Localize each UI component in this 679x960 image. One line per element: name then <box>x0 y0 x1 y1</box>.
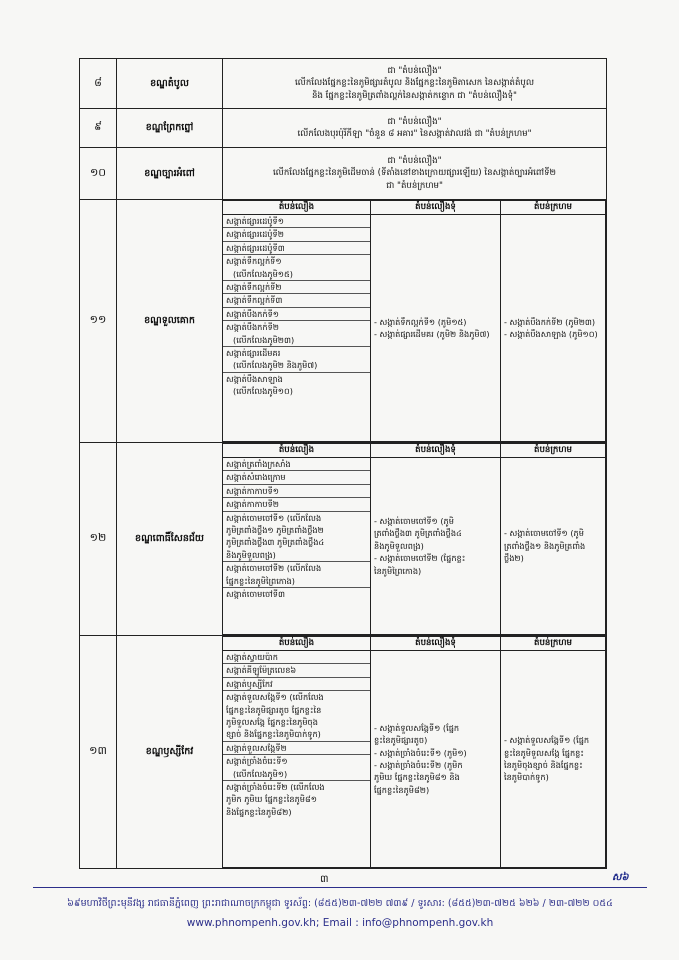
list-item: ផ្នែកខ្លះនៃភូមិ៨២) <box>374 784 430 795</box>
list-item: - សង្កាត់បឹងកក់ទី២ (ភូមិ២៣) <box>504 316 596 327</box>
header-red: តំបន់ក្រហម <box>501 637 606 651</box>
list-item: ត្រពាំងថ្លឹង១ និងភូមិត្រពាំង <box>504 540 586 551</box>
desc-line: លើកលែងផ្នែកខ្លះនៃភូមិផ្សារតំបូល និងផ្នែកខ្លះនៃភូមិតាសេក នៃសង្កាត់តំបូល <box>294 78 535 89</box>
table-row <box>80 148 607 200</box>
table-row <box>80 109 607 148</box>
district-name: ខណ្ឌតំបូល <box>117 59 223 109</box>
district-name: ខណ្ឌព្រែកព្នៅ <box>117 109 223 148</box>
list-item: សង្កាត់បឹងសាឡាង <box>226 373 283 384</box>
list-item: ភូមិត្រពាំងថ្លឹង១ ភូមិត្រពាំងថ្លឹង២ <box>226 525 324 536</box>
zone-header-row <box>223 201 606 215</box>
table-row <box>80 200 607 443</box>
list-item: ត្រពាំងថ្លឹង៣ ភូមិត្រពាំងថ្លឹង៤ <box>374 528 462 539</box>
row-number: ១១ <box>80 200 117 443</box>
footer-website: www.phnompenh.gov.kh; Email : info@phnompenh.gov.kh <box>186 917 494 929</box>
header-red: តំបន់ក្រហម <box>501 444 606 458</box>
header-dark-yellow: តំបន់លឿងទុំ <box>371 444 501 458</box>
desc-line: ជា "តំបន់លឿង" <box>387 65 442 76</box>
list-item: និងភូមិទួលពង្រ) <box>374 540 424 551</box>
list-item: (លើកលែងភូមិ១) <box>223 768 370 781</box>
list-item: - សង្កាត់បឹងសាឡាង (ភូមិ១០) <box>504 329 598 339</box>
list-item: សង្កាត់ផ្សារដេប៉ូទី២ <box>223 228 370 241</box>
zone-header-row <box>223 637 606 651</box>
red-list <box>501 651 606 868</box>
list-item: ភូមិទួលសង្កែ ផ្នែកខ្លះនៃភូមិចុង <box>226 717 318 728</box>
list-item: ភូមិឃ ផ្នែកខ្លះនៃភូមិ៨១ និង <box>374 772 460 783</box>
row-number: ១៣ <box>80 636 117 869</box>
red-list <box>501 215 606 442</box>
zone-subtable <box>223 636 606 868</box>
list-item: ខ្លះនៃភូមិទួលសង្កែ ផ្នែកខ្លះ <box>504 747 584 758</box>
list-item: និងភូមិទួលពង្រ) <box>223 549 370 562</box>
yellow-list <box>223 651 371 868</box>
header-yellow: តំបន់លឿង <box>223 201 371 215</box>
zone-breakdown <box>223 636 607 869</box>
list-item: - សង្កាត់ច្រាំងចំរេះទី១ (ភូមិ១) <box>374 747 467 758</box>
list-item: សង្កាត់ផ្សារដេប៉ូទី៣ <box>223 242 370 255</box>
table-row <box>80 636 607 869</box>
list-item: នៃភូមិបាក់ទូក) <box>504 772 549 783</box>
list-item: - សង្កាត់ផ្សារដើមគរ (ភូមិ២ និងភូមិ៧) <box>374 329 490 339</box>
list-item: សង្កាត់ច្រាំងចំរេះទី២ (លើកលែង <box>226 782 325 793</box>
zone-content-row <box>223 458 606 635</box>
list-item: ខ្សាច់ និងផ្នែកខ្លះនៃភូមិបាក់ទូក) <box>223 728 370 741</box>
list-item: - សង្កាត់ចោមចៅទី១ (ភូមិ <box>374 515 454 526</box>
list-item: សង្កាត់គីឡូម៉ែត្រលេខ៦ <box>223 664 370 677</box>
header-dark-yellow: តំបន់លឿងទុំ <box>371 637 501 651</box>
district-name: ខណ្ឌទួលគោក <box>117 200 223 443</box>
list-item: - សង្កាត់ចោមចៅទី២ (ផ្នែកខ្លះ <box>374 553 466 564</box>
list-item: សង្កាត់ទឹកល្អក់ទី២ <box>223 281 370 294</box>
zone-description <box>223 148 607 200</box>
list-item: សង្កាត់ច្រាំងចំរេះទី១ <box>226 756 288 767</box>
desc-line: ជា "តំបន់ក្រហម" <box>386 180 443 191</box>
list-item: នៃភូមិចុងខ្សាច់ និងផ្នែកខ្លះ <box>504 760 583 770</box>
zone-breakdown <box>223 443 607 636</box>
list-item: សង្កាត់ផ្សារដេប៉ូទី១ <box>223 215 370 228</box>
desc-line: ជា "តំបន់លឿង" <box>387 155 442 166</box>
zone-description <box>223 59 607 109</box>
dark-yellow-list <box>371 651 501 868</box>
list-item: - សង្កាត់ទួលសង្កែទី១ (ផ្នែក <box>504 735 590 746</box>
initials-signature: ស៦ <box>612 872 629 883</box>
desc-line: ជា "តំបន់លឿង" <box>387 116 442 127</box>
dark-yellow-list <box>371 458 501 635</box>
footer-divider <box>33 887 647 888</box>
table-row <box>80 59 607 109</box>
list-item: សង្កាត់ឫស្សីកែវ <box>223 678 370 691</box>
list-item: - សង្កាត់ច្រាំងចំរេះទី២ (ភូមិក <box>374 760 463 770</box>
zone-header-row <box>223 444 606 458</box>
zone-subtable <box>223 443 606 635</box>
list-item: សង្កាត់ត្រពាំងក្រសាំង <box>223 458 370 471</box>
zone-content-row <box>223 215 606 442</box>
list-item: (លើកលែងភូមិ២ និងភូមិ៧) <box>223 359 370 372</box>
desc-line: លើកលែងផ្នែកខ្លះនៃភូមិដើមចាន់ (ទីតាំងនៅខាងក្រោយផ្សារឡើយ) នៃសង្កាត់ច្បារអំពៅទី២ <box>272 168 557 179</box>
row-number: ៨ <box>80 59 117 109</box>
list-item: ខ្លះនៃភូមិផ្សារតូច) <box>374 735 428 746</box>
list-item: សង្កាត់ចោមចៅទី១ (លើកលែង <box>226 512 322 523</box>
district-name: ខណ្ឌពោធិ៍សែនជ័យ <box>117 443 223 636</box>
list-item: ភូមិក ភូមិឃ ផ្នែកខ្លះនៃភូមិ៨១ <box>226 794 317 805</box>
list-item: សង្កាត់ចោមចៅទី២ (លើកលែង <box>226 563 322 574</box>
list-item: សង្កាត់ទួលសង្កែទី១ (លើកលែង <box>226 692 324 703</box>
zone-breakdown <box>223 200 607 443</box>
list-item: ផ្នែកខ្លះនៃភូមិព្រៃកោង) <box>223 575 370 588</box>
table-row <box>80 443 607 636</box>
list-item: (លើកលែងភូមិ១៥) <box>223 268 370 281</box>
list-item: ថ្លឹង២) <box>504 553 524 564</box>
district-name: ខណ្ឌឫស្សីកែវ <box>117 636 223 869</box>
district-name: ខណ្ឌច្បារអំពៅ <box>117 148 223 200</box>
row-number: ១០ <box>80 148 117 200</box>
header-yellow: តំបន់លឿង <box>223 444 371 458</box>
list-item: ភូមិត្រពាំងថ្លឹង៣ ភូមិត្រពាំងថ្លឹង៤ <box>226 537 325 548</box>
list-item: សង្កាត់ទឹកល្អក់ទី៣ <box>223 294 370 307</box>
list-item: (លើកលែងភូមិ២៣) <box>223 334 370 347</box>
yellow-list <box>223 215 371 442</box>
list-item: (លើកលែងភូមិ១០) <box>233 386 293 397</box>
zone-table <box>79 58 607 869</box>
desc-line: លើកលែងបុរប៉ុរីកីឡា "ចំនួន ៨ អគារ" នៃសង្កាត់វាលវង់ ជា "តំបន់ក្រហម" <box>297 129 532 139</box>
list-item: សង្កាត់បឹងកក់ទី១ <box>223 308 370 321</box>
list-item: និងផ្នែកខ្លះនៃភូមិ៨២) <box>226 806 292 817</box>
list-item: - សង្កាត់ទួលសង្កែទី១ (ផ្នែក <box>374 722 460 733</box>
zone-subtable <box>223 200 606 442</box>
list-item: សង្កាត់ទឹកល្អក់ទី១ <box>226 256 282 267</box>
zone-description <box>223 109 607 148</box>
list-item: - សង្កាត់ទឹកល្អក់ទី១ (ភូមិ១៥) <box>374 316 467 327</box>
header-red: តំបន់ក្រហម <box>501 201 606 215</box>
row-number: ៩ <box>80 109 117 148</box>
list-item: សង្កាត់ចោមចៅទី៣ <box>226 589 285 600</box>
zone-content-row <box>223 651 606 868</box>
page-number: ៣ <box>320 874 329 885</box>
desc-line: និង ផ្នែកខ្លះនៃភូមិត្រពាំងល្ពក់នៃសង្កាត់កន្ទោក ជា "តំបន់លឿងទុំ" <box>311 90 517 101</box>
list-item: ផ្នែកខ្លះនៃភូមិផ្សារតូច ផ្នែកខ្លះនៃ <box>226 704 322 715</box>
header-dark-yellow: តំបន់លឿងទុំ <box>371 201 501 215</box>
list-item: សង្កាត់កាកាបទី១ <box>223 485 370 498</box>
list-item: សង្កាត់សំរោងក្រោម <box>223 471 370 484</box>
list-item: សង្កាត់ទួលសង្កែទី២ <box>223 742 370 755</box>
footer-address: ៦៩មហាវិថីព្រះមុនីវង្ស រាជធានីភ្នំពេញ ព្រះរាជាណាចក្រកម្ពុជា ទូរស័ព្ទ: (៨៥៥)២៣-៧២២ ៧៣៩ / ទូរសារ: (៨៥៥)២៣-៧២៥ ៦២៦ / ២៣-៧២២ ០៥៤ <box>67 898 613 909</box>
list-item: - សង្កាត់ចោមចៅទី១ (ភូមិ <box>504 528 584 539</box>
row-number: ១២ <box>80 443 117 636</box>
list-item: សង្កាត់ស្វាយប៉ាក <box>223 651 370 664</box>
header-yellow: តំបន់លឿង <box>223 637 371 651</box>
list-item: សង្កាត់បឹងកក់ទី២ <box>226 322 279 333</box>
red-list <box>501 458 606 635</box>
list-item: សង្កាត់ផ្សារដើមគរ <box>226 348 281 359</box>
dark-yellow-list <box>371 215 501 442</box>
yellow-list <box>223 458 371 635</box>
list-item: សង្កាត់កាកាបទី២ <box>223 498 370 511</box>
list-item: នៃភូមិព្រៃកោង) <box>374 565 422 576</box>
